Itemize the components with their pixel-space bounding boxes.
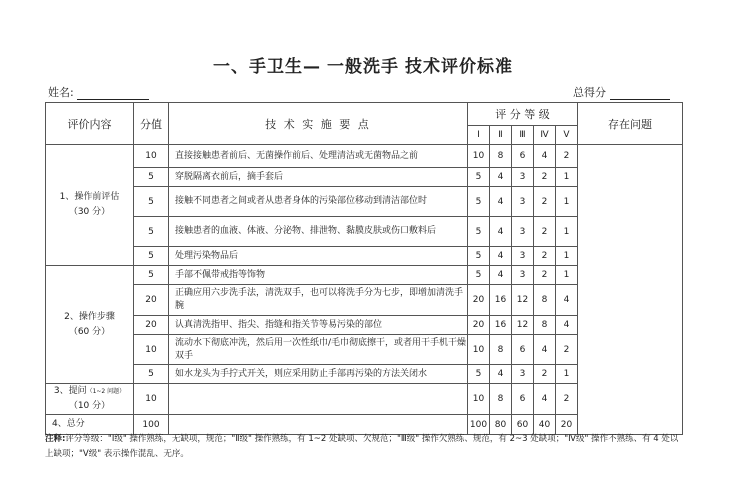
question-points: （10 分）	[68, 401, 111, 411]
grade-cell: 1	[556, 247, 578, 266]
score-cell: 5	[134, 217, 169, 247]
section-1-label	[46, 145, 134, 266]
grade-cell: 1	[556, 266, 578, 285]
step-text: 直接接触患者前后、无菌操作前后、处理清洁或无菌物品之前	[169, 145, 468, 168]
grade-cell: 100	[468, 415, 490, 435]
grade-cell: 4	[490, 187, 512, 217]
grade-cell: 5	[468, 266, 490, 285]
header-grading: 评 分 等 级	[468, 103, 578, 126]
grade-cell: 8	[534, 316, 556, 335]
grade-cell: 4	[490, 168, 512, 187]
footnote-text: 评分等级："Ⅰ级" 操作熟练，无缺项，规范；"Ⅱ级" 操作熟练，有 1~2 处缺项、欠规范；"Ⅲ级" 操作欠熟练、规范，有 2~3 处缺项；"Ⅳ级" 操作不熟练、有 4 处以上缺项；"Ⅴ级" 表示操作混乱、无序。	[45, 434, 679, 459]
question-title: 3、提问	[53, 386, 87, 396]
grade-cell: 4	[534, 335, 556, 365]
grade-cell: 8	[490, 145, 512, 168]
step-text-empty	[169, 384, 468, 415]
step-text: 认真清洗指甲、指尖、指缝和指关节等易污染的部位	[169, 316, 468, 335]
total-score-field	[573, 84, 670, 100]
score-cell: 20	[134, 316, 169, 335]
total-score-label: 总得分	[573, 86, 606, 99]
grade-cell: 4	[556, 316, 578, 335]
title-part-3: 技术评价标准	[405, 57, 513, 77]
grade-cell: 10	[468, 384, 490, 415]
evaluation-table	[45, 102, 683, 435]
score-cell: 20	[134, 285, 169, 316]
step-text: 流动水下彻底冲洗，然后用一次性纸巾/毛巾彻底擦干，或者用干手机干燥双手	[169, 335, 468, 365]
grade-cell: 2	[556, 145, 578, 168]
grade-cell: 2	[534, 187, 556, 217]
title-part-1: 一、手卫生—	[213, 57, 321, 77]
section-1-title: 1、操作前评估	[59, 192, 120, 202]
grade-cell: 2	[556, 335, 578, 365]
section-1-points: （30 分）	[68, 207, 111, 217]
grade-cell: 5	[468, 365, 490, 384]
grade-cell: 40	[534, 415, 556, 435]
score-cell: 10	[134, 384, 169, 415]
grade-cell: 3	[512, 187, 534, 217]
grade-cell: 12	[512, 316, 534, 335]
step-text: 手部不佩带戒指等饰物	[169, 266, 468, 285]
grade-cell: 60	[512, 415, 534, 435]
score-cell: 5	[134, 168, 169, 187]
header-row-1	[46, 103, 683, 126]
grade-cell: 4	[490, 266, 512, 285]
section-2-label	[46, 266, 134, 384]
grade-cell: 6	[512, 145, 534, 168]
grade-cell: 4	[534, 145, 556, 168]
grade-cell: 5	[468, 187, 490, 217]
grade-cell: 10	[468, 145, 490, 168]
grade-cell: 8	[490, 335, 512, 365]
grade-cell: 2	[534, 365, 556, 384]
grade-cell: 4	[490, 365, 512, 384]
grade-cell: 1	[556, 217, 578, 247]
grade-cell: 16	[490, 316, 512, 335]
question-count: （1~2 问题）	[86, 388, 126, 395]
grade-cell: 3	[512, 217, 534, 247]
grade-header-5: Ⅴ	[556, 126, 578, 145]
grade-cell: 4	[534, 384, 556, 415]
header-steps: 技 术 实 施 要 点	[169, 103, 468, 145]
grade-cell: 10	[468, 335, 490, 365]
grade-cell: 6	[512, 335, 534, 365]
grade-cell: 2	[556, 384, 578, 415]
grade-cell: 16	[490, 285, 512, 316]
grade-cell: 6	[512, 384, 534, 415]
grade-cell: 20	[468, 285, 490, 316]
grade-cell: 2	[534, 168, 556, 187]
grade-cell: 3	[512, 247, 534, 266]
score-cell: 5	[134, 187, 169, 217]
grade-cell: 3	[512, 168, 534, 187]
grade-cell: 80	[490, 415, 512, 435]
grade-header-4: Ⅳ	[534, 126, 556, 145]
page-title	[0, 52, 732, 77]
score-cell: 10	[134, 145, 169, 168]
grade-cell: 3	[512, 266, 534, 285]
grade-cell: 8	[490, 384, 512, 415]
grade-cell: 5	[468, 217, 490, 247]
score-cell: 5	[134, 247, 169, 266]
name-field	[48, 84, 149, 100]
grade-cell: 1	[556, 187, 578, 217]
footnote-label: 注释:	[45, 434, 66, 444]
score-cell: 5	[134, 365, 169, 384]
header-score: 分值	[134, 103, 169, 145]
total-score-blank[interactable]	[610, 88, 670, 100]
section-2-points: （60 分）	[68, 326, 111, 337]
score-cell: 10	[134, 335, 169, 365]
name-label: 姓名:	[48, 86, 74, 99]
question-label	[46, 384, 134, 415]
title-part-2: 一般洗手	[327, 57, 399, 77]
section-2-title: 2、操作步骤	[64, 311, 115, 322]
grade-cell: 2	[534, 266, 556, 285]
step-text: 穿脱隔离衣前后，摘手套后	[169, 168, 468, 187]
grade-header-3: Ⅲ	[512, 126, 534, 145]
grade-header-2: Ⅱ	[490, 126, 512, 145]
grade-cell: 1	[556, 168, 578, 187]
issues-cell[interactable]	[578, 145, 683, 435]
step-text: 接触不同患者之间或者从患者身体的污染部位移动到清洁部位时	[169, 187, 468, 217]
step-text: 接触患者的血液、体液、分泌物、排泄物、黏膜皮肤或伤口敷料后	[169, 217, 468, 247]
grade-cell: 20	[556, 415, 578, 435]
grade-cell: 4	[556, 285, 578, 316]
score-cell: 5	[134, 266, 169, 285]
grade-cell: 4	[490, 217, 512, 247]
header-content: 评价内容	[46, 103, 134, 145]
grade-cell: 5	[468, 247, 490, 266]
grade-cell: 1	[556, 365, 578, 384]
grade-cell: 5	[468, 168, 490, 187]
step-text: 如水龙头为手拧式开关，则应采用防止手部再污染的方法关闭水	[169, 365, 468, 384]
grade-cell: 2	[534, 247, 556, 266]
grade-cell: 3	[512, 365, 534, 384]
footnote	[45, 432, 685, 462]
grade-header-1: Ⅰ	[468, 126, 490, 145]
grade-cell: 12	[512, 285, 534, 316]
name-blank[interactable]	[77, 88, 149, 100]
grade-cell: 4	[490, 247, 512, 266]
total-label: 4、总分	[46, 415, 134, 435]
grade-cell: 2	[534, 217, 556, 247]
header-issues: 存在问题	[578, 103, 683, 145]
step-text: 处理污染物品后	[169, 247, 468, 266]
grade-cell: 20	[468, 316, 490, 335]
step-text: 正确应用六步洗手法，清洗双手，也可以将洗手分为七步，即增加清洗手腕	[169, 285, 468, 316]
table-row	[46, 145, 683, 168]
grade-cell: 8	[534, 285, 556, 316]
score-cell: 100	[134, 415, 169, 435]
